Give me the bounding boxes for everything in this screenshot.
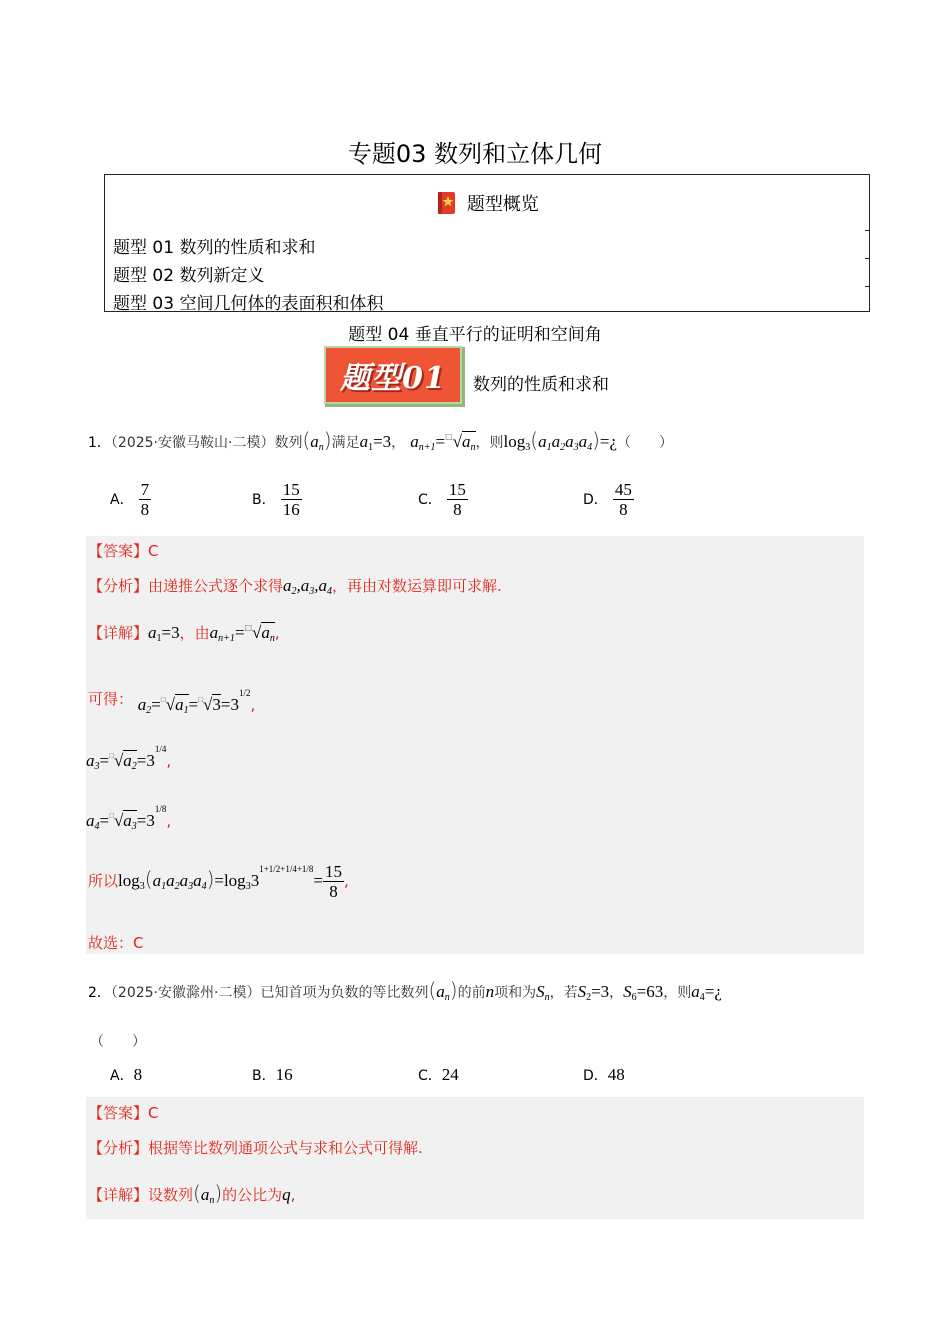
section-badge [326, 348, 460, 402]
derivation-a4: $a_4=^□√a_3=3^{1/8}$, [86, 804, 172, 832]
fraction-numerator: 15 [282, 480, 300, 499]
option-c[interactable] [418, 480, 468, 519]
option-value: 24 [441, 1065, 459, 1084]
section-badge-text: 题型01 [340, 361, 446, 396]
option-b[interactable] [252, 1065, 293, 1085]
answer-tag: 【答案】 [88, 542, 149, 560]
answer-tag: 【答案】 [88, 1104, 149, 1122]
answer-panel-2 [86, 1097, 864, 1219]
answer-panel-1 [86, 536, 864, 954]
derivation-a2: 可得： $a_2=^□√a_1=^□√3=3^{1/2}$, [88, 688, 256, 716]
stem-text: 项和为 [494, 985, 537, 1001]
stem-text: ，则 [663, 985, 692, 1001]
overview-heading-text: 题型概览 [466, 194, 539, 215]
answer-value: C [148, 542, 159, 560]
option-label: B． [252, 492, 276, 508]
option-label: D． [583, 492, 608, 508]
overview-item-2: 题型 02 数列新定义 [113, 266, 265, 286]
detail-text: ，由 [179, 624, 210, 642]
analysis-text: ，再由对数运算即可求解. [332, 577, 502, 595]
analysis-line: 【分析】由递推公式逐个求得$a_2,a_3,a_4$，再由对数运算即可求解. [88, 576, 502, 597]
derivation-a3: $a_3=^□√a_2=3^{1/4}$, [86, 744, 172, 772]
option-value: 48 [607, 1065, 625, 1084]
detail-line: 【详解】设数列$(a_n)$的公比为q, [88, 1181, 296, 1206]
option-label: C． [418, 1068, 442, 1084]
answer-paren: （ ） [90, 1034, 146, 1050]
analysis-tag: 【分析】 [88, 577, 149, 595]
stem-text: ，若 [549, 985, 578, 1001]
answer-value: C [148, 1104, 159, 1122]
detail-tag: 【详解】 [88, 624, 149, 642]
option-b[interactable] [252, 480, 302, 519]
stem-text: （ ） [617, 435, 674, 451]
detail-text: 设数列 [148, 1186, 194, 1204]
option-d[interactable] [583, 480, 634, 519]
stem-text: 满足 [331, 435, 360, 451]
derivation-result: 所以$\log_3(a_1a_2a_3a_4)=\log_33^{1+1/2+1/4+1/8}=$ $\frac{15}{8}$ , [88, 862, 349, 901]
option-c[interactable] [418, 1065, 459, 1085]
option-label: D． [583, 1068, 608, 1084]
answer-line [88, 540, 159, 561]
answer-line [88, 1102, 159, 1123]
question-source: （2025·安徽马鞍山·二模） [110, 435, 275, 451]
option-d[interactable] [583, 1065, 625, 1085]
fraction-denominator: 16 [282, 500, 300, 519]
divider [865, 286, 869, 287]
fraction-numerator: 45 [614, 480, 632, 499]
book-icon [437, 191, 457, 220]
stem-text: 的前 [457, 985, 486, 1001]
fraction-denominator: 8 [140, 500, 150, 519]
overview-heading [105, 190, 871, 220]
fraction-denominator: 8 [619, 500, 628, 519]
option-label: C． [418, 492, 442, 508]
option-value: 16 [275, 1065, 293, 1084]
overview-item-3: 题型 03 空间几何体的表面积和体积 [113, 294, 384, 314]
derivation-label: 可得： [88, 690, 134, 708]
choose-line: 故选：C [88, 934, 144, 952]
detail-line: 【详解】$a_1=3$，由$a_{n+1}=^□√a_n$, [88, 623, 280, 644]
analysis-tag: 【分析】 [88, 1139, 149, 1157]
question-source: （2025·安徽滁州·二模） [110, 985, 261, 1001]
question-2-stem: 2．（2025·安徽滁州·二模）已知首项为负数的等比数列$(a_n)$的前n项和为$S_n$，若$S_2=3$，$S_6=63$，则$a_4=¿$ [88, 978, 722, 1003]
overview-item-1: 题型 01 数列的性质和求和 [113, 238, 316, 258]
detail-text: 的公比为 [222, 1186, 283, 1204]
fraction-numerator: 15 [448, 480, 466, 499]
divider [865, 258, 869, 259]
derivation-label: 所以 [88, 872, 119, 890]
document-title: 专题03 数列和立体几何 [347, 140, 603, 168]
overview-item-4: 题型 04 垂直平行的证明和空间角 [348, 325, 602, 345]
section-title: 数列的性质和求和 [473, 375, 609, 395]
divider [865, 230, 869, 231]
overview-box [104, 174, 870, 312]
question-number: 1． [88, 435, 111, 451]
detail-tag: 【详解】 [88, 1186, 149, 1204]
question-1-stem: 1．（2025·安徽马鞍山·二模）数列$(a_n)$满足$a_1=3$， $a_{n+1}=^□√a_n$，则$\log_3(a_1a_2a_3a_4)=¿$（ ） [88, 428, 674, 453]
stem-text: ，则 [475, 435, 504, 451]
analysis-text: 根据等比数列通项公式与求和公式可得解. [148, 1139, 423, 1157]
option-label: A． [110, 492, 134, 508]
stem-text: 数列 [274, 435, 303, 451]
option-a[interactable] [110, 1065, 142, 1085]
analysis-text: 由递推公式逐个求得 [148, 577, 284, 595]
fraction-denominator: 8 [453, 500, 462, 519]
analysis-line [88, 1137, 423, 1158]
fraction-numerator: 7 [140, 480, 150, 499]
stem-text: 已知首项为负数的等比数列 [260, 985, 429, 1001]
option-value: 8 [133, 1065, 143, 1084]
question-number: 2． [88, 985, 111, 1001]
option-label: B． [252, 1068, 276, 1084]
option-label: A． [110, 1068, 134, 1084]
option-a[interactable] [110, 480, 151, 519]
